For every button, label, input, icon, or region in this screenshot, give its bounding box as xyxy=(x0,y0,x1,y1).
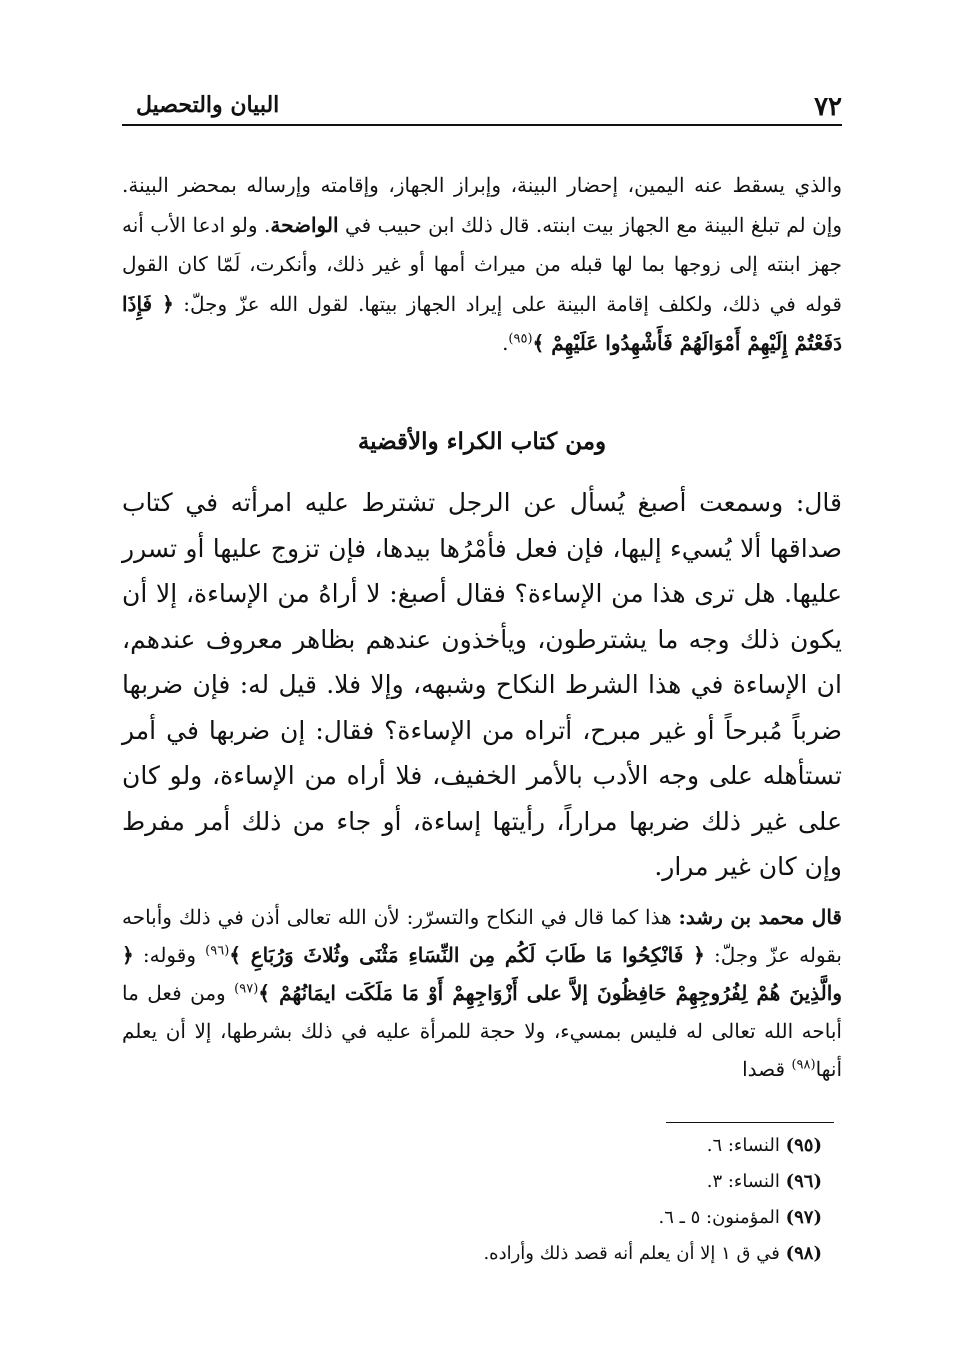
paragraph-2: قال: وسمعت أصبغ يُسأل عن الرجل تشترط عليه امرأته في كتاب صداقها ألا يُسيء إليها، فإن فعل فأمْرُها بيدها، فإن تزوج عليها أو تسرر عليها. هل ترى هذا من الإساءة؟ فقال أصبغ: لا أراهُ من الإساءة، إلا أن يكون ذلك وجه ما يشترطون، ويأخذون عندهم بظاهر معروف عندهم، ان الإساءة في هذا الشرط النكاح وشبهه، وإلا فلا. قيل له: فإن ضربها ضرباً مُبرحاً أو غير مبرح، أتراه من الإساءة؟ فقال: إن ضربها في أمر تستأهله على وجه الأدب بالأمر الخفيف، فلا أراه من الإساءة، ولو كان على غير ذلك ضربها مراراً، رأيتها إساءة، أو جاء من ذلك أمر مفرط وإن كان غير مرار. xyxy=(122,488,842,881)
footnote-label: (٩٧) xyxy=(785,1207,822,1228)
paragraph-3-text-d: قصدا xyxy=(742,1057,792,1081)
footnote xyxy=(122,1236,822,1272)
paragraph-1 xyxy=(122,166,842,364)
quran-quote: ﴿ والَّذِينَ هُمْ لِفُرُوجِهِمْ حَافِظُونَ إلاَّ على أَزْوَاجِهِمْ أَوْ مَا مَلَكَت ايمَانُهُمْ ﴾ xyxy=(122,943,842,1005)
footnote xyxy=(122,1164,822,1200)
paragraph-3-text-c: ومن فعل ما أباحه الله تعالى له فليس بمسيء، ولا حجة للمرأة عليه في ذلك بشرطها، إلا أن يعلم أنها xyxy=(122,981,842,1081)
running-title: البيان والتحصيل xyxy=(136,92,280,118)
paragraph-3-text-b: وقوله: xyxy=(133,943,206,967)
footnotes xyxy=(122,1128,822,1272)
page-header xyxy=(122,86,842,126)
footnote-ref-97: (٩٧) xyxy=(234,981,259,997)
paragraph-1-text-c: . xyxy=(502,331,509,355)
paragraph-3-text-a: هذا كما قال في النكاح والتسرّر: لأن الله تعالى أذن في ذلك وأباحه بقوله عزّ وجلّ: xyxy=(122,905,842,967)
speaker-label: قال محمد بن رشد: xyxy=(678,905,842,929)
page-number: ٧٢ xyxy=(814,92,842,122)
header-rule xyxy=(122,124,842,126)
quran-quote: ﴿ فَانْكِحُوا مَا طَابَ لَكُم مِن النِّسَاءِ مَثْنَى وثُلاثَ وَرُبَاعِ ﴾ xyxy=(229,943,705,967)
section-heading: ومن كتاب الكراء والأقضية xyxy=(357,428,607,455)
quran-quote: ﴿ فَإِذَا دَفَعْتُمْ إِلَيْهِمْ أَمْوَالَهُمْ فَأَشْهِدُوا عَلَيْهِمْ ﴾ xyxy=(122,291,842,355)
paragraph-3 xyxy=(122,898,842,1088)
footnote-label: (٩٦) xyxy=(785,1171,822,1192)
footnote-text: المؤمنون: ٥ ـ ٦. xyxy=(658,1207,780,1228)
footnote-text: النساء: ٣. xyxy=(706,1171,780,1192)
footnote xyxy=(122,1200,822,1236)
footnote xyxy=(122,1128,822,1164)
footnote-ref-98: (٩٨) xyxy=(791,1057,816,1073)
footnote-label: (٩٥) xyxy=(785,1135,822,1156)
footnote-rule xyxy=(666,1122,834,1123)
paragraph-1-text-b: . ولو ادعا الأب أنه جهز ابنته إلى زوجها بما لها قبله من ميراث أمها أو غير ذلك، وأنكرت، لَمّا كان القول قوله في ذلك، ولكلف إقامة البينة على إيراد الجهاز بيتها. لقول الله عزّ وجلّ: xyxy=(122,212,842,316)
footnote-text: في ق ١ إلا أن يعلم أنه قصد ذلك وأراده. xyxy=(483,1243,780,1264)
footnote-label: (٩٨) xyxy=(785,1243,822,1264)
footnote-ref-96: (٩٦) xyxy=(205,943,230,959)
footnote-text: النساء: ٦. xyxy=(706,1135,780,1156)
footnote-ref-95: (٩٥) xyxy=(508,331,533,347)
source-title: الواضحة xyxy=(270,212,339,237)
paragraph-1-text-a: والذي يسقط عنه اليمين، إحضار البينة، وإبراز الجهاز، وإقامته وإرساله بمحضر البينة. وإن لم تبلغ البينة مع الجهاز بيت ابنته. قال ذلك ابن حبيب في xyxy=(122,173,842,237)
